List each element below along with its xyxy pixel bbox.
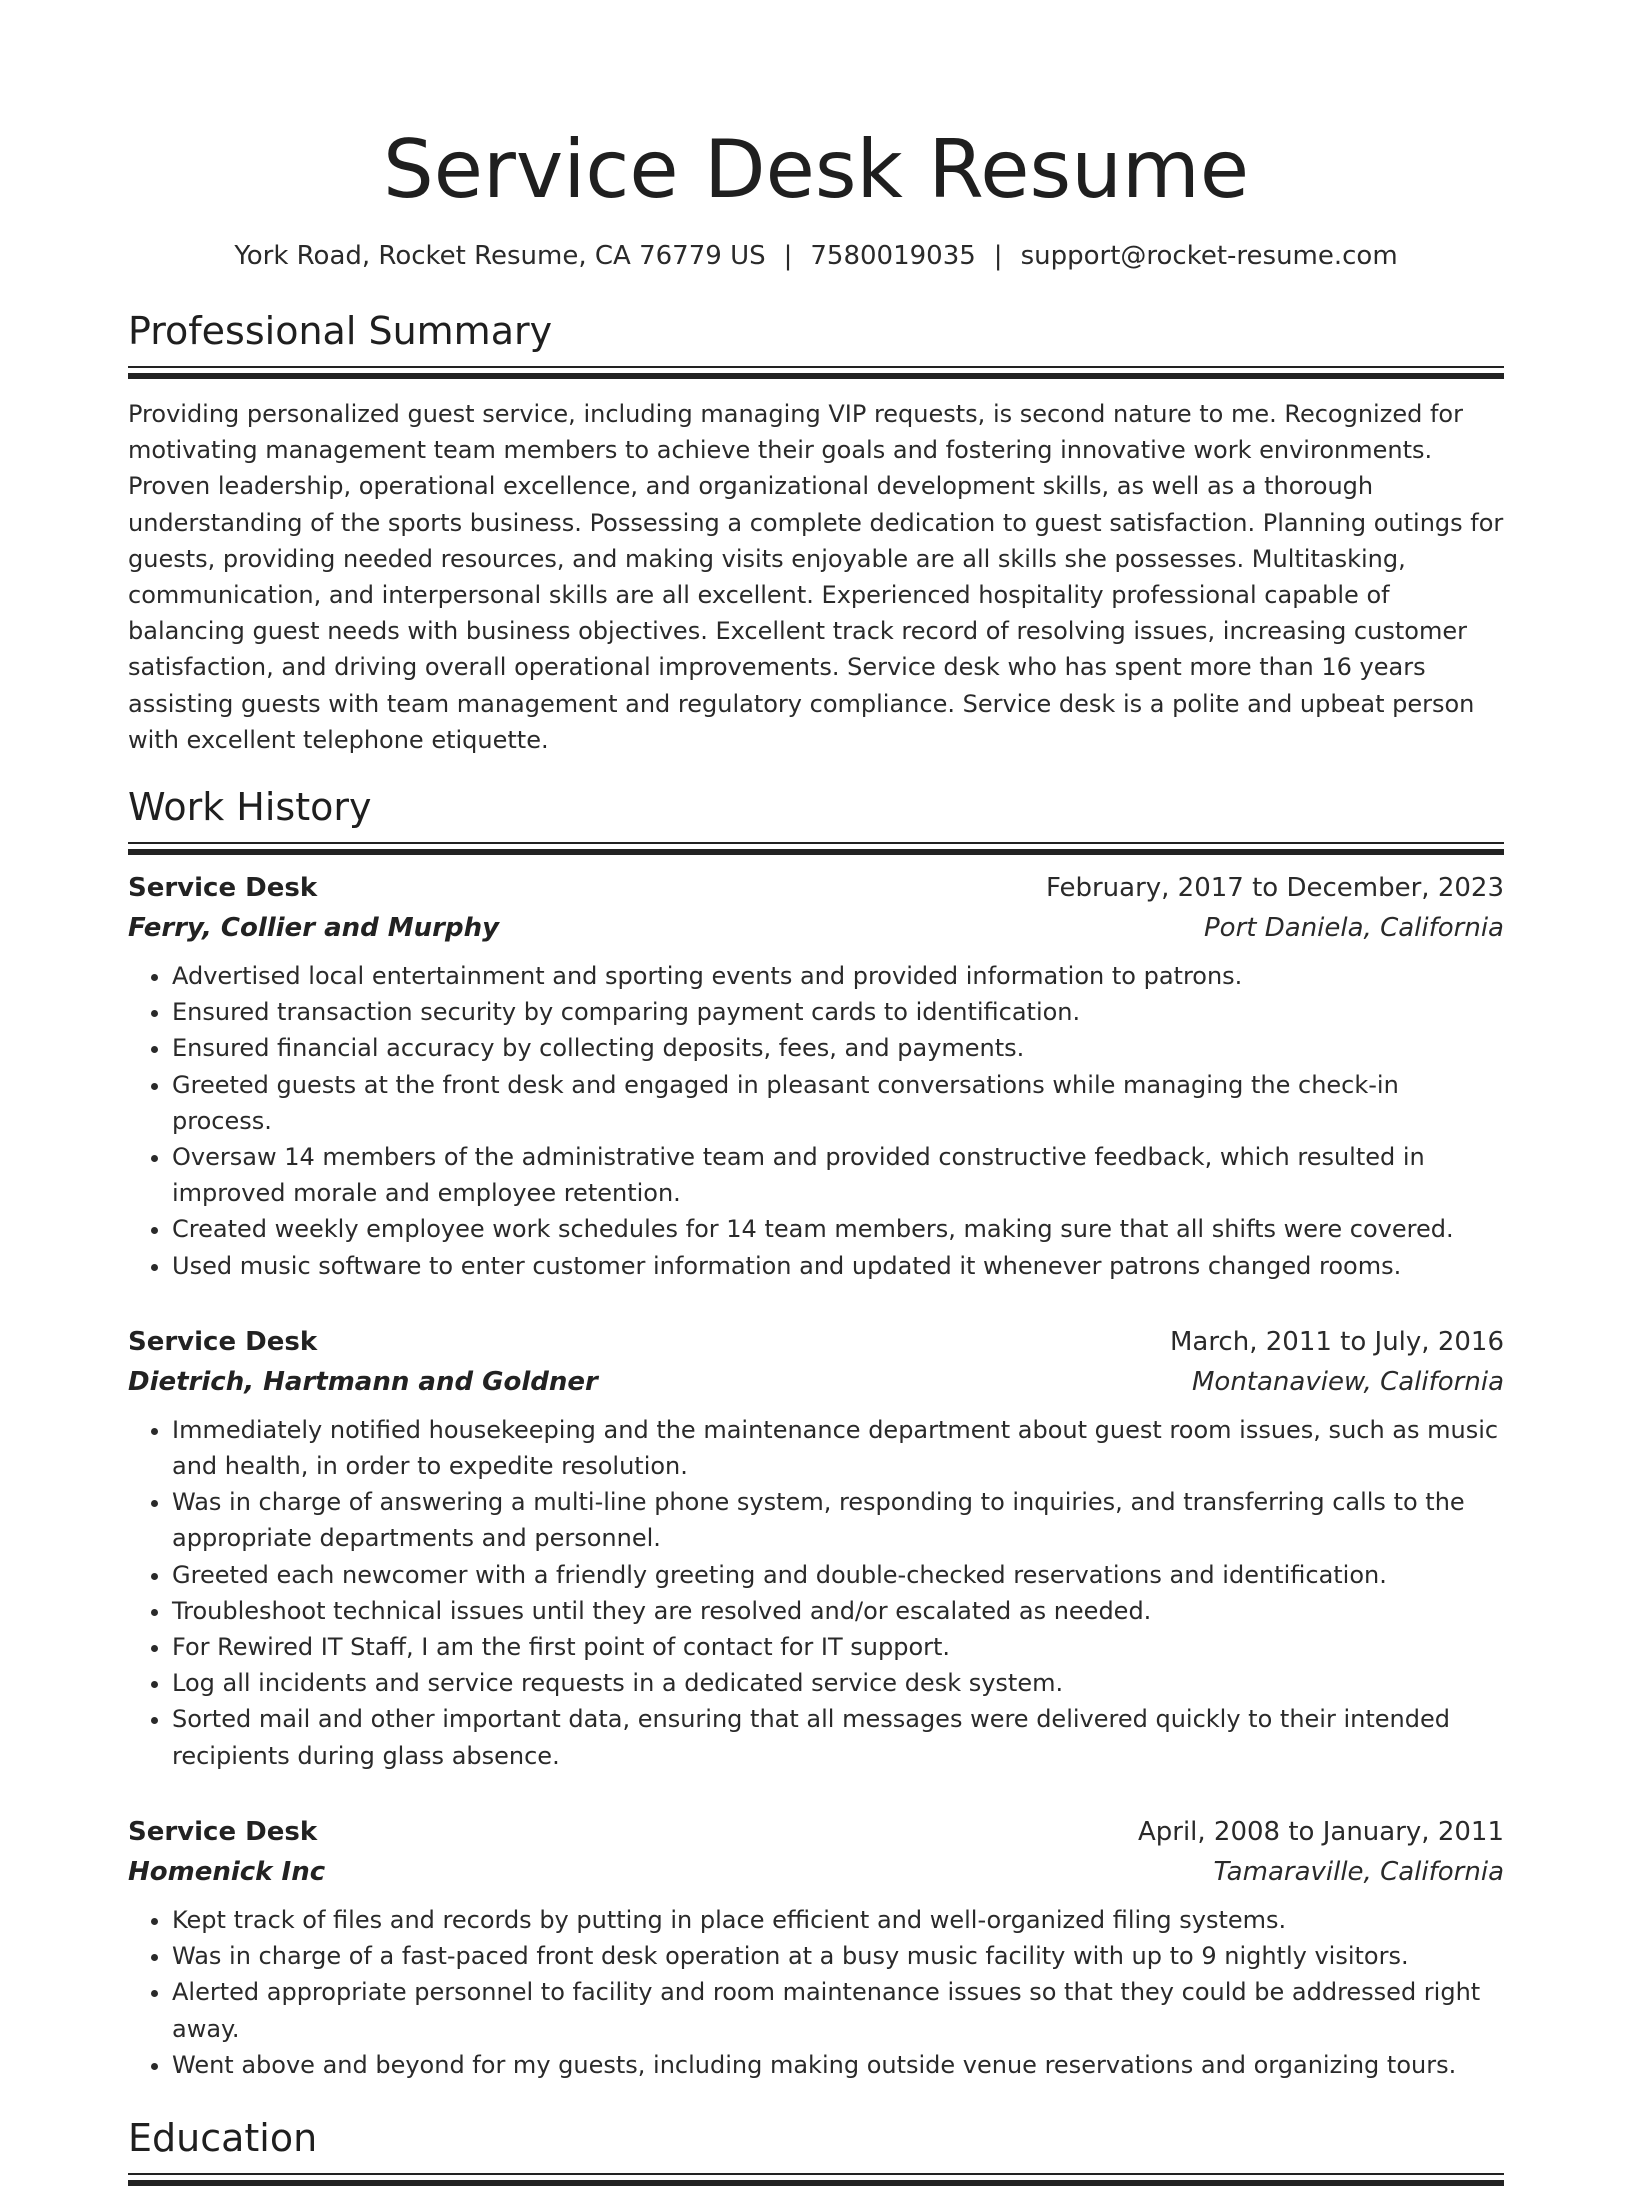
- contact-separator: |: [993, 241, 1003, 271]
- job-title: Service Desk: [128, 1326, 318, 1357]
- job-bullet: • Greeted each newcomer with a friendly greeting and double-checked reservations and identification.: [172, 1557, 1504, 1593]
- job-bullet: • Created weekly employee work schedules for 14 team members, making sure that all shifts were covered.: [172, 1211, 1504, 1247]
- job-company: Ferry, Collier and Murphy: [128, 913, 500, 944]
- job-bullet: • Kept track of files and records by putting in place efficient and well-organized filing systems.: [172, 1902, 1504, 1938]
- contact-phone: 7580019035: [810, 241, 976, 271]
- job-company-row: [128, 1362, 1504, 1402]
- job-location: Montanaview, California: [1191, 1366, 1504, 1397]
- contact-separator: |: [783, 241, 793, 271]
- job-bullet: • Greeted guests at the front desk and engaged in pleasant conversations while managing the check-in process.: [172, 1067, 1504, 1139]
- job-bullet: • Was in charge of a fast-paced front desk operation at a busy music facility with up to 9 nightly visitors.: [172, 1938, 1504, 1974]
- job-location: Tamaraville, California: [1213, 1856, 1504, 1887]
- job-header-row: [128, 868, 1504, 908]
- contact-email: support@rocket-resume.com: [1020, 241, 1398, 271]
- job-title: Service Desk: [128, 1816, 318, 1847]
- job-entry: [128, 1322, 1504, 1774]
- job-bullet: • Went above and beyond for my guests, including making outside venue reservations and organizing tours.: [172, 2047, 1504, 2083]
- job-bullet: • Ensured transaction security by comparing payment cards to identification.: [172, 994, 1504, 1030]
- section-heading-summary: Professional Summary: [128, 309, 553, 353]
- job-bullets: [128, 1902, 1504, 2083]
- work-history-section: [128, 782, 1504, 2083]
- job-bullet: • Advertised local entertainment and sporting events and provided information to patrons.: [172, 958, 1504, 994]
- job-bullets: [128, 958, 1504, 1284]
- job-bullet: • For Rewired IT Staff, I am the first point of contact for IT support.: [172, 1629, 1504, 1665]
- job-dates: April, 2008 to January, 2011: [1137, 1816, 1504, 1847]
- job-bullets: [128, 1412, 1504, 1774]
- job-company: Homenick Inc: [128, 1856, 326, 1887]
- job-bullet: • Log all incidents and service requests in a dedicated service desk system.: [172, 1665, 1504, 1701]
- contact-line: [128, 238, 1504, 274]
- job-company: Dietrich, Hartmann and Goldner: [128, 1366, 598, 1397]
- section-divider: [128, 2173, 1504, 2175]
- section-heading-work-history: Work History: [128, 785, 372, 830]
- job-company-row: [128, 1852, 1504, 1892]
- resume-title: Service Desk Resume: [382, 123, 1250, 216]
- section-divider: [128, 366, 1504, 368]
- contact-address: York Road, Rocket Resume, CA 76779 US: [234, 241, 766, 271]
- job-header-row: [128, 1812, 1504, 1852]
- professional-summary-section: [128, 306, 1504, 758]
- section-heading-education: Education: [128, 2115, 318, 2160]
- job-title: Service Desk: [128, 873, 318, 904]
- job-bullet: • Was in charge of answering a multi-line phone system, responding to inquiries, and transferring calls to the appropriate departments and personnel.: [172, 1484, 1504, 1556]
- summary-text: Providing personalized guest service, including managing VIP requests, is second nature to me. Recognized for motivating management team members to achieve their goals and fostering innovative work environments. Proven leadership, operational excellence, and organizational development skills, as well as a thorough understanding of the sports business. Possessing a complete dedication to guest satisfaction. Planning outings for guests, providing needed resources, and making visits enjoyable are all skills she possesses. Multitasking, communication, and interpersonal skills are all excellent. Experienced hospitality professional capable of balancing guest needs with business objectives. Excellent track record of resolving issues, increasing customer satisfaction, and driving overall operational improvements. Service desk who has spent more than 16 years assisting guests with team management and regulatory compliance. Service desk is a polite and upbeat person with excellent telephone etiquette.: [128, 400, 1504, 754]
- job-header-row: [128, 1322, 1504, 1362]
- job-entry: [128, 868, 1504, 1284]
- job-bullet: • Troubleshoot technical issues until they are resolved and/or escalated as needed.: [172, 1593, 1504, 1629]
- job-entry: [128, 1812, 1504, 2083]
- job-dates: March, 2011 to July, 2016: [1169, 1326, 1504, 1357]
- job-dates: February, 2017 to December, 2023: [1045, 873, 1504, 904]
- resume-page: [128, 120, 1504, 2175]
- job-bullet: • Ensured financial accuracy by collecting deposits, fees, and payments.: [172, 1030, 1504, 1066]
- job-bullet: • Immediately notified housekeeping and the maintenance department about guest room issues, such as music and health, in order to expedite resolution.: [172, 1412, 1504, 1484]
- job-location: Port Daniela, California: [1204, 913, 1504, 944]
- section-divider: [128, 842, 1504, 844]
- education-section: [128, 2113, 1504, 2175]
- job-bullet: • Oversaw 14 members of the administrative team and provided constructive feedback, which resulted in improved morale and employee retention.: [172, 1139, 1504, 1211]
- job-bullet: • Used music software to enter customer information and updated it whenever patrons changed rooms.: [172, 1248, 1504, 1284]
- job-bullet: • Alerted appropriate personnel to facility and room maintenance issues so that they could be addressed right away.: [172, 1974, 1504, 2046]
- job-bullet: • Sorted mail and other important data, ensuring that all messages were delivered quickly to their intended recipients during glass absence.: [172, 1701, 1504, 1773]
- job-company-row: [128, 908, 1504, 948]
